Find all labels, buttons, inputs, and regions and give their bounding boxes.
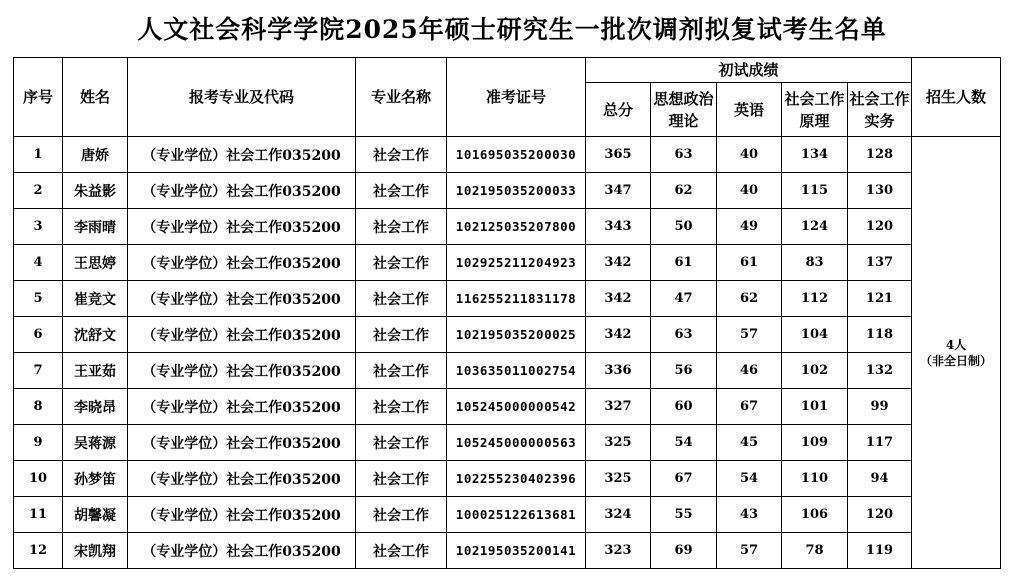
table-row (14, 317, 1001, 353)
cell-name: 沈舒文 (63, 317, 128, 353)
cell-english: 40 (717, 173, 782, 209)
table-row (14, 173, 1001, 209)
table-row (14, 245, 1001, 281)
header-prelim-group: 初试成绩 (586, 58, 912, 83)
cell-principle: 112 (782, 281, 848, 317)
cell-exam-id: 102195035200025 (447, 317, 586, 353)
cell-practice: 118 (848, 317, 912, 353)
quota-cell (912, 137, 1001, 569)
cell-seq: 12 (14, 533, 63, 569)
cell-politics: 67 (651, 461, 717, 497)
cell-exam-id: 102195035200033 (447, 173, 586, 209)
cell-major-name: 社会工作 (356, 317, 447, 353)
cell-english: 46 (717, 353, 782, 389)
cell-english: 43 (717, 497, 782, 533)
cell-major-name: 社会工作 (356, 245, 447, 281)
header-seq: 序号 (14, 58, 63, 137)
cell-total: 342 (586, 281, 651, 317)
cell-practice: 132 (848, 353, 912, 389)
header-major-code: 报考专业及代码 (128, 58, 356, 137)
cell-major-code: （专业学位）社会工作035200 (128, 317, 356, 353)
cell-major-name: 社会工作 (356, 281, 447, 317)
cell-major-code: （专业学位）社会工作035200 (128, 209, 356, 245)
cell-seq: 1 (14, 137, 63, 173)
table-row (14, 425, 1001, 461)
cell-seq: 11 (14, 497, 63, 533)
cell-name: 李晓昂 (63, 389, 128, 425)
cell-principle: 109 (782, 425, 848, 461)
cell-practice: 128 (848, 137, 912, 173)
cell-practice: 130 (848, 173, 912, 209)
cell-practice: 99 (848, 389, 912, 425)
cell-exam-id: 100025122613681 (447, 497, 586, 533)
cell-major-code: （专业学位）社会工作035200 (128, 281, 356, 317)
cell-major-name: 社会工作 (356, 389, 447, 425)
cell-name: 孙梦笛 (63, 461, 128, 497)
cell-politics: 47 (651, 281, 717, 317)
cell-politics: 62 (651, 173, 717, 209)
cell-exam-id: 102125035207800 (447, 209, 586, 245)
cell-major-name: 社会工作 (356, 173, 447, 209)
cell-seq: 4 (14, 245, 63, 281)
cell-name: 崔竞文 (63, 281, 128, 317)
cell-exam-id: 101695035200030 (447, 137, 586, 173)
cell-total: 324 (586, 497, 651, 533)
quota-value: 4人 (945, 337, 967, 352)
cell-principle: 104 (782, 317, 848, 353)
cell-total: 347 (586, 173, 651, 209)
header-total: 总分 (586, 83, 651, 137)
cell-major-code: （专业学位）社会工作035200 (128, 173, 356, 209)
cell-major-name: 社会工作 (356, 461, 447, 497)
cell-principle: 134 (782, 137, 848, 173)
cell-politics: 50 (651, 209, 717, 245)
cell-english: 54 (717, 461, 782, 497)
cell-seq: 8 (14, 389, 63, 425)
cell-exam-id: 105245000000542 (447, 389, 586, 425)
cell-total: 325 (586, 461, 651, 497)
header-major-name: 专业名称 (356, 58, 447, 137)
cell-total: 365 (586, 137, 651, 173)
table-row (14, 533, 1001, 569)
header-principle: 社会工作原理 (782, 83, 848, 137)
cell-name: 胡馨凝 (63, 497, 128, 533)
table-row (14, 353, 1001, 389)
cell-politics: 69 (651, 533, 717, 569)
cell-major-code: （专业学位）社会工作035200 (128, 137, 356, 173)
cell-english: 40 (717, 137, 782, 173)
cell-name: 王思婷 (63, 245, 128, 281)
cell-seq: 10 (14, 461, 63, 497)
cell-name: 吴蒋源 (63, 425, 128, 461)
cell-major-name: 社会工作 (356, 137, 447, 173)
cell-total: 327 (586, 389, 651, 425)
cell-major-name: 社会工作 (356, 353, 447, 389)
cell-exam-id: 102925211204923 (447, 245, 586, 281)
table-row (14, 497, 1001, 533)
cell-politics: 63 (651, 317, 717, 353)
cell-major-name: 社会工作 (356, 497, 447, 533)
cell-politics: 60 (651, 389, 717, 425)
cell-practice: 121 (848, 281, 912, 317)
table-row (14, 389, 1001, 425)
cell-practice: 120 (848, 497, 912, 533)
cell-english: 57 (717, 533, 782, 569)
cell-total: 336 (586, 353, 651, 389)
cell-name: 李雨晴 (63, 209, 128, 245)
cell-politics: 55 (651, 497, 717, 533)
cell-exam-id: 103635011002754 (447, 353, 586, 389)
cell-principle: 106 (782, 497, 848, 533)
header-english: 英语 (717, 83, 782, 137)
table-row (14, 137, 1001, 173)
cell-seq: 3 (14, 209, 63, 245)
cell-major-code: （专业学位）社会工作035200 (128, 389, 356, 425)
cell-principle: 102 (782, 353, 848, 389)
quota-note: （非全日制） (919, 353, 992, 368)
cell-major-code: （专业学位）社会工作035200 (128, 461, 356, 497)
cell-politics: 61 (651, 245, 717, 281)
cell-total: 343 (586, 209, 651, 245)
cell-major-code: （专业学位）社会工作035200 (128, 497, 356, 533)
cell-principle: 115 (782, 173, 848, 209)
cell-english: 57 (717, 317, 782, 353)
cell-name: 宋凯翔 (63, 533, 128, 569)
cell-practice: 120 (848, 209, 912, 245)
cell-name: 朱益影 (63, 173, 128, 209)
cell-total: 342 (586, 245, 651, 281)
header-politics: 思想政治理论 (651, 83, 717, 137)
cell-seq: 6 (14, 317, 63, 353)
cell-exam-id: 116255211831178 (447, 281, 586, 317)
cell-total: 342 (586, 317, 651, 353)
cell-major-name: 社会工作 (356, 533, 447, 569)
table-row (14, 209, 1001, 245)
cell-politics: 54 (651, 425, 717, 461)
cell-major-code: （专业学位）社会工作035200 (128, 245, 356, 281)
cell-practice: 94 (848, 461, 912, 497)
table-row (14, 461, 1001, 497)
table-body (14, 137, 1001, 569)
cell-seq: 2 (14, 173, 63, 209)
cell-english: 61 (717, 245, 782, 281)
cell-exam-id: 102195035200141 (447, 533, 586, 569)
header-practice: 社会工作实务 (848, 83, 912, 137)
cell-politics: 56 (651, 353, 717, 389)
cell-politics: 63 (651, 137, 717, 173)
cell-seq: 9 (14, 425, 63, 461)
cell-english: 45 (717, 425, 782, 461)
cell-major-name: 社会工作 (356, 425, 447, 461)
header-quota: 招生人数 (912, 58, 1001, 137)
cell-name: 王亚茹 (63, 353, 128, 389)
cell-principle: 124 (782, 209, 848, 245)
cell-english: 49 (717, 209, 782, 245)
cell-practice: 137 (848, 245, 912, 281)
cell-exam-id: 105245000000563 (447, 425, 586, 461)
cell-total: 325 (586, 425, 651, 461)
cell-name: 唐娇 (63, 137, 128, 173)
cell-seq: 7 (14, 353, 63, 389)
table-row (14, 281, 1001, 317)
cell-major-code: （专业学位）社会工作035200 (128, 533, 356, 569)
header-exam-id: 准考证号 (447, 58, 586, 137)
page-title: 人文社会科学学院2025年硕士研究生一批次调剂拟复试考生名单 (137, 15, 887, 44)
cell-principle: 83 (782, 245, 848, 281)
cell-practice: 119 (848, 533, 912, 569)
cell-principle: 110 (782, 461, 848, 497)
cell-english: 62 (717, 281, 782, 317)
candidate-table (13, 57, 1001, 569)
cell-major-name: 社会工作 (356, 209, 447, 245)
cell-english: 67 (717, 389, 782, 425)
cell-seq: 5 (14, 281, 63, 317)
cell-total: 323 (586, 533, 651, 569)
cell-exam-id: 102255230402396 (447, 461, 586, 497)
cell-principle: 101 (782, 389, 848, 425)
cell-major-code: （专业学位）社会工作035200 (128, 353, 356, 389)
header-name: 姓名 (63, 58, 128, 137)
cell-principle: 78 (782, 533, 848, 569)
cell-major-code: （专业学位）社会工作035200 (128, 425, 356, 461)
cell-practice: 117 (848, 425, 912, 461)
